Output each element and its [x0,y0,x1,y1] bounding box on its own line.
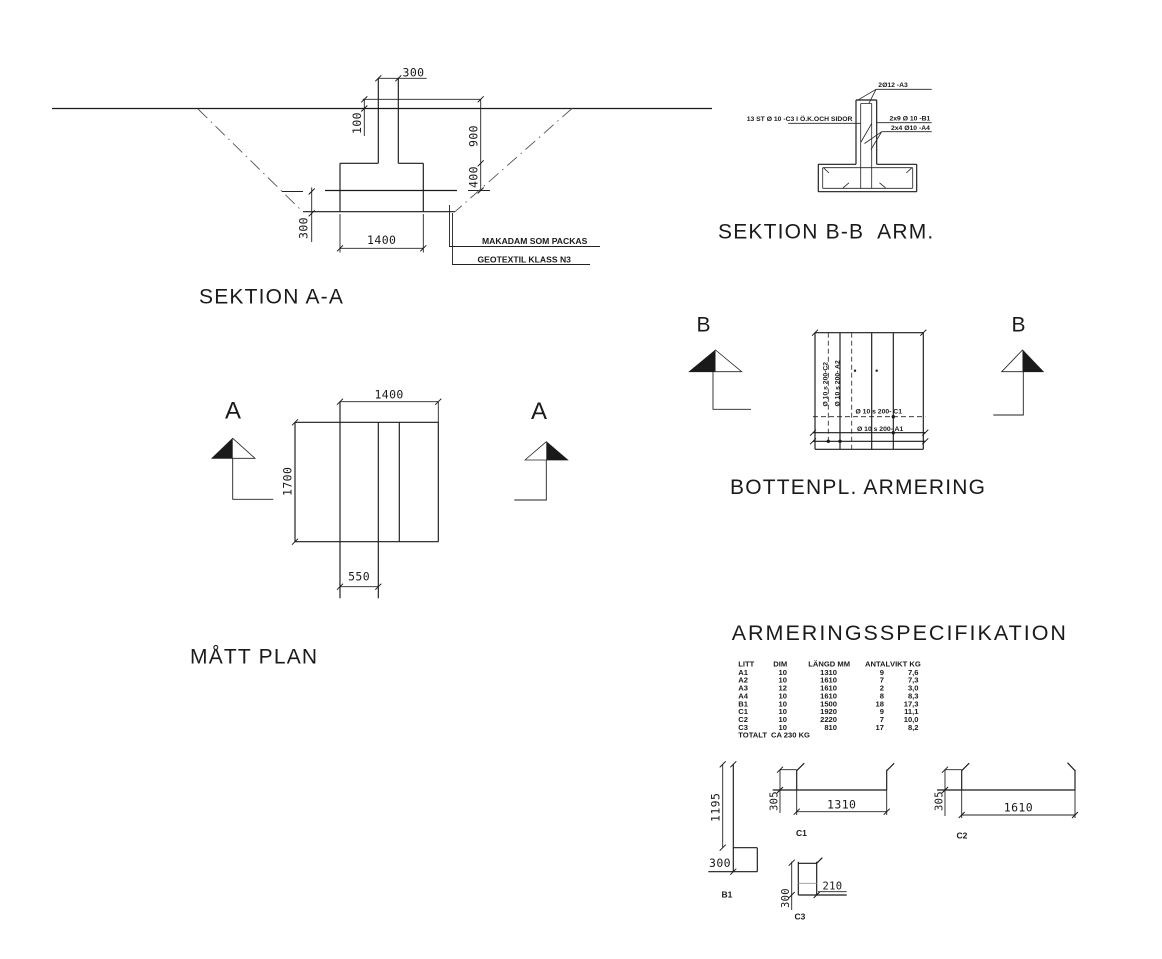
cell-litt: C1 [738,707,749,716]
section-marker-leader [514,460,546,500]
cell-langd: 1610 [820,675,837,685]
bar-shape-c1 [768,763,894,838]
cell-antal: 7 [879,675,884,685]
cell-dim: 10 [778,723,787,732]
bar-dot [827,440,830,443]
cell-dim: 10 [778,668,787,677]
cell-litt: C3 [738,723,749,732]
cell-langd: 1500 [820,699,837,709]
cell-antal: 18 [875,699,884,709]
cell-vikt: 11,1 [904,707,919,716]
cell-langd: 1610 [820,683,837,693]
bar-b1-dim-300: 300 [709,855,731,870]
sektion-b-b-title: SEKTION B-B ARM. [718,220,935,244]
bar-shape-b1 [708,761,757,899]
section-marker-letter: B [1011,313,1026,337]
rebar-label-c1: Ø 10 s 200- C1 [855,408,902,416]
bottenplan-title: BOTTENPL. ARMERING [730,476,987,499]
spec-total-row [738,731,810,740]
matt-plan-title: MÅTT PLAN [190,645,319,669]
bar-c2-label: C2 [956,830,968,841]
bottenplan-view [689,314,1043,500]
excavation-slope-lines [198,109,572,213]
spec-title: ARMERINGSSPECIFIKATION [731,621,1068,645]
section-marker-leader [993,372,1023,415]
cell-litt: A3 [738,683,749,693]
section-marker-letter: A [225,397,242,425]
col-header-antal: ANTAL [865,659,891,669]
cell-antal: 8 [879,691,884,701]
cell-antal: 9 [879,707,884,716]
spec-table [732,621,1068,740]
dim-footing-400: 400 [466,166,481,188]
center-mark-dot [854,370,856,372]
bar-c3-ticks [789,860,820,898]
section-marker-leader [713,372,751,410]
cell-langd: 810 [824,723,837,732]
sektion-a-a-view [52,66,712,309]
dim-plinth-100: 100 [349,112,364,134]
bar-b1-dim-1195: 1195 [708,792,723,822]
rebar-label-a1: Ø 10 s 200- A1 [857,426,904,433]
cell-vikt: 17,3 [903,699,919,709]
dim-depth-900: 900 [466,125,481,147]
dim-footing-1400: 1400 [367,233,397,247]
section-marker-a-right [514,398,567,500]
cell-antal: 7 [879,715,884,724]
rebar-label-b1: 2x9 Ø 10 -B1 [889,115,931,123]
dim-plan-550: 550 [348,569,371,584]
bar-b1-label: B1 [721,889,733,900]
cell-langd: 1310 [820,668,837,677]
cell-vikt: 7,3 [907,675,919,685]
cell-vikt: 8,3 [907,691,919,701]
cell-vikt: 8,2 [907,723,919,732]
bar-c1-dim-1310: 1310 [827,797,857,812]
sektion-b-b-view [718,82,934,244]
bar-c2-dim-305: 305 [933,791,946,811]
cell-antal: 9 [879,668,884,677]
cell-dim: 10 [778,699,787,709]
sektion-a-a-title: SEKTION A-A [199,285,345,309]
cell-vikt: 10,0 [903,715,919,724]
sektion-b-b-outline [818,100,916,192]
total-value: CA 230 KG [771,730,810,740]
cell-litt: A2 [738,675,749,685]
cell-vikt: 7,6 [907,668,919,677]
cell-dim: 10 [778,707,787,716]
dim-column-width: 300 [402,65,425,80]
cell-litt: A4 [738,691,749,701]
dim-plan-1400: 1400 [374,387,404,402]
total-label: TOTALT [738,730,767,740]
section-marker-a-left [212,398,273,500]
bar-c3-label: C3 [794,911,806,922]
bar-c1-shape [773,763,895,790]
rebar-label-c2: Ø 10 s 200-C2 [822,361,830,407]
bar-shape-c3 [780,858,847,922]
cell-litt: C2 [738,715,749,724]
col-header-dim: DIM [773,659,788,669]
section-marker-letter: B [696,313,711,337]
rebar-label-a2: Ø 10 s 200- A2 [834,360,842,407]
center-mark-dot [876,370,878,372]
cell-langd: 2220 [820,715,837,724]
section-marker-letter: A [531,398,548,425]
cell-langd: 1610 [820,691,837,701]
bar-c3-dim-210: 210 [822,880,843,893]
cell-dim: 10 [778,715,787,724]
cell-litt: B1 [738,699,749,709]
rebar-label-c3: 13 ST Ø 10 -C3 I Ö.K.OCH SIDOR [746,116,853,124]
col-header-langd: LÄNGD MM [808,659,851,669]
sektion-a-a-dim-ticks [309,75,484,251]
dim-makadam-300: 300 [296,217,311,239]
cell-dim: 10 [778,675,787,685]
bar-dot [838,440,841,443]
matt-plan-dim-lines [340,402,438,587]
cell-dim: 12 [778,683,787,693]
bar-dot [892,415,895,418]
bar-shape-c2 [933,763,1078,841]
section-marker-b-left [689,314,751,410]
bar-c1-dim-305: 305 [768,791,781,811]
section-marker-b-right [993,314,1043,416]
cell-dim: 10 [778,691,787,701]
cell-antal: 2 [879,683,884,693]
cell-langd: 1920 [820,707,837,716]
rebar-label-a4: 2x4 Ø10 -A4 [891,124,930,132]
bar-c3-dim-300: 300 [780,888,793,908]
sektion-a-a-outline [52,79,712,212]
cell-antal: 17 [875,723,884,732]
matt-plan-view [190,388,568,669]
cell-litt: A1 [738,668,749,677]
rebar-label-a3: 2Ø12 -A3 [878,82,908,89]
bar-c2-dim-1610: 1610 [1003,800,1034,815]
note-makadam: MAKADAM SOM PACKAS [482,236,588,246]
dim-plan-1700: 1700 [280,466,295,496]
bar-c1-label: C1 [796,828,807,838]
note-geotextil: GEOTEXTIL KLASS N3 [477,254,571,265]
matt-plan-dim-ticks [292,399,441,590]
bar-c2-shape [937,763,1075,790]
cell-vikt: 3,0 [907,683,919,693]
section-marker-leader [233,458,274,499]
col-header-vikt: VIKT KG [890,659,921,669]
col-header-litt: LITT [738,659,755,669]
